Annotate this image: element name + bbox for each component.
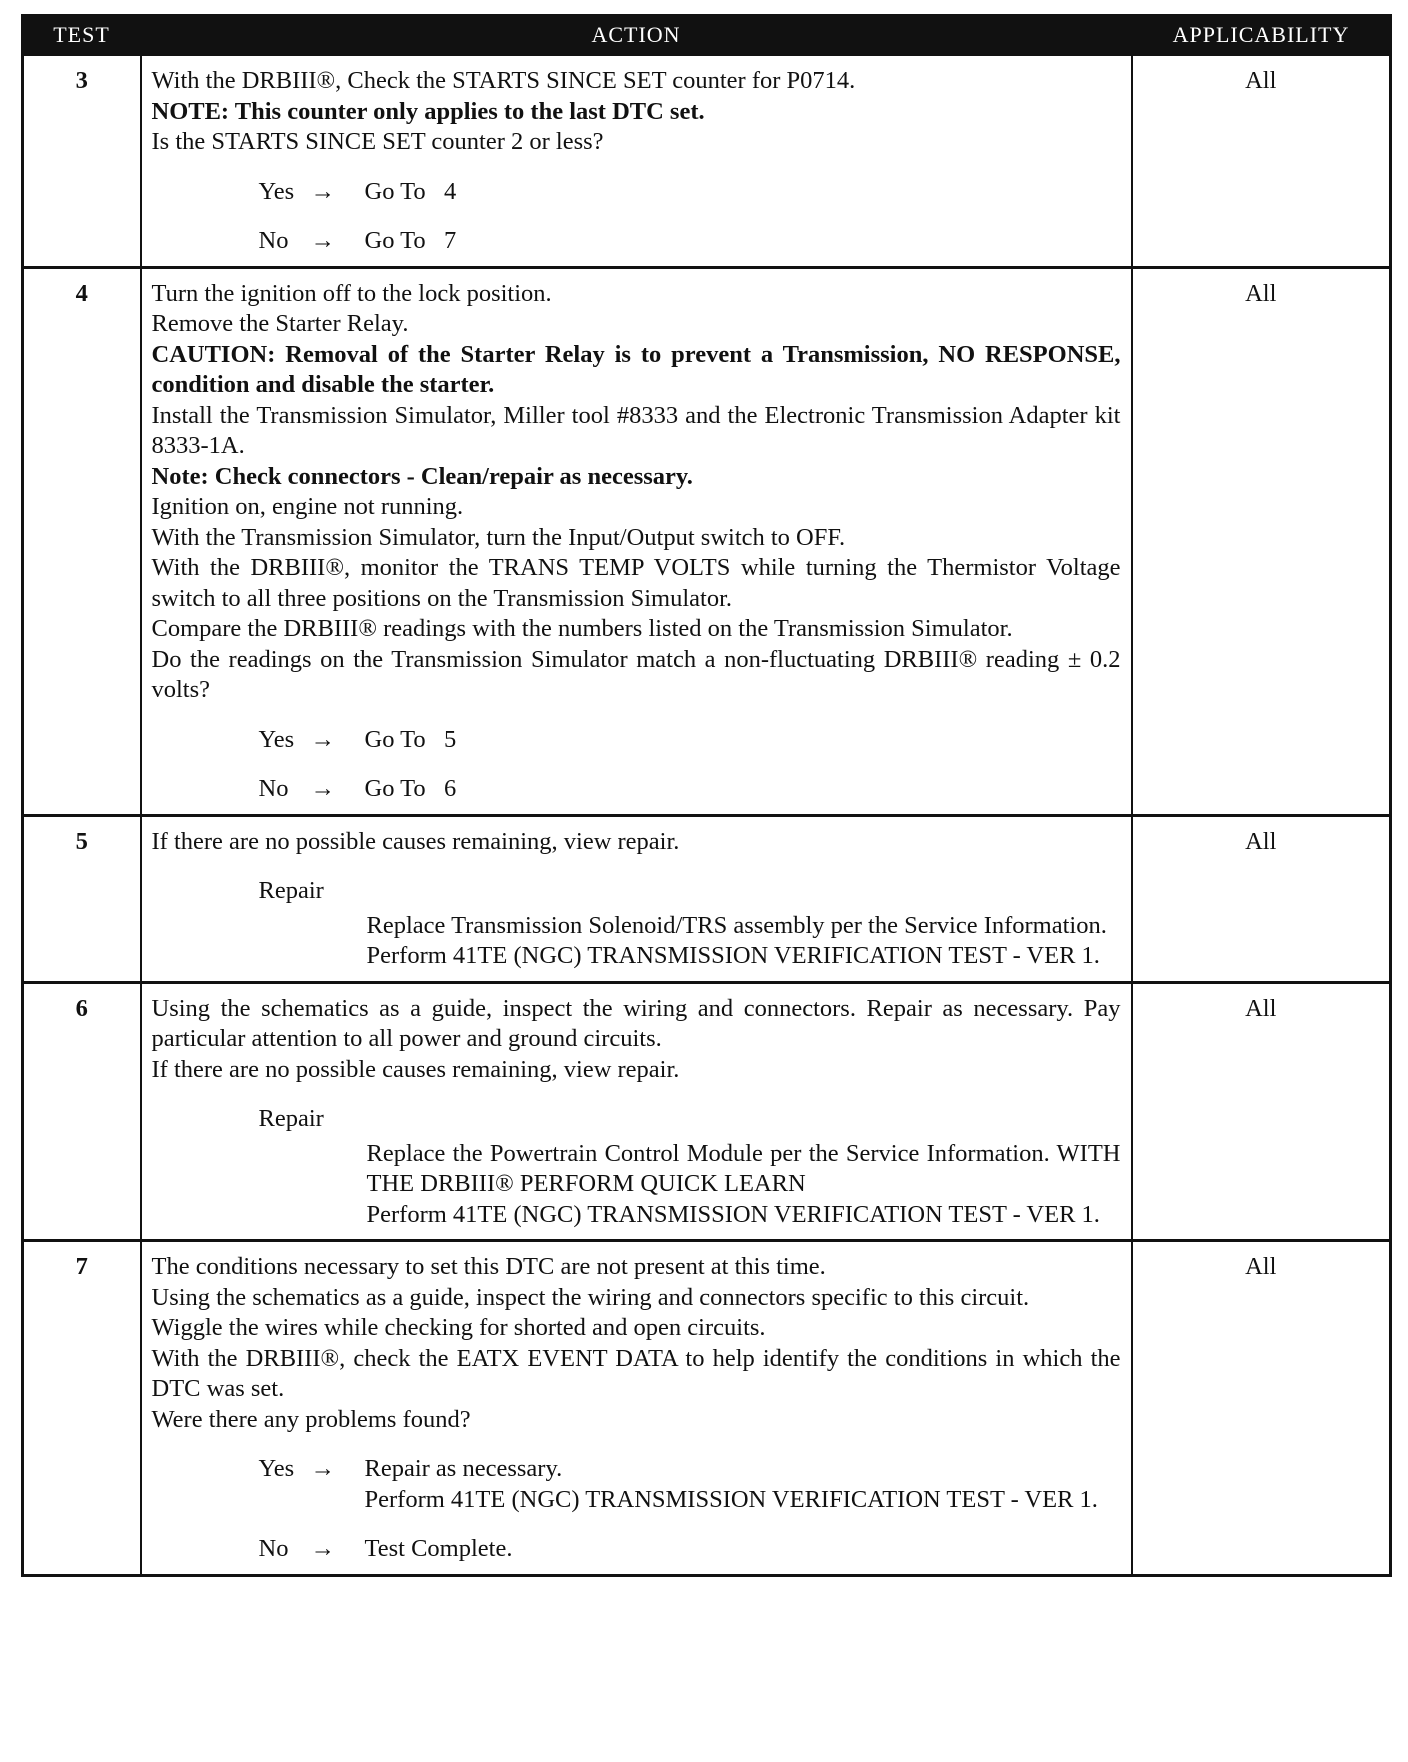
yes-branch xyxy=(152,177,1121,208)
diagnostic-test-sheet xyxy=(21,14,1389,1577)
action-cell xyxy=(141,1241,1132,1576)
action-line: With the DRBIII®, Check the STARTS SINCE SET counter for P0714. xyxy=(151,67,856,94)
action-line: Wiggle the wires while checking for shorted and open circuits. xyxy=(151,1314,766,1341)
repair-block xyxy=(152,1104,1121,1230)
action-cell xyxy=(141,815,1132,982)
action-line: With the Transmission Simulator, turn the Input/Output switch to OFF. xyxy=(151,523,846,551)
header-action: ACTION xyxy=(141,16,1132,55)
applicability-value: All xyxy=(1132,815,1391,982)
table-row xyxy=(23,1241,1391,1576)
applicability-value: All xyxy=(1132,1241,1391,1576)
action-line: Turn the ignition off to the lock position. xyxy=(151,279,552,307)
action-line: Using the schematics as a guide, inspect the wiring and connectors. Repair as necessary. Pay particular attention to all power and ground circuits. xyxy=(151,994,1121,1052)
action-line: Install the Transmission Simulator, Miller tool #8333 and the Electronic Transmission Adapter kit 8333-1A. xyxy=(151,401,1121,459)
arrow-icon: → xyxy=(310,177,335,205)
action-cell xyxy=(141,267,1132,815)
action-line: Remove the Starter Relay. xyxy=(151,310,409,337)
action-line: The conditions necessary to set this DTC are not present at this time. xyxy=(151,1253,826,1280)
repair-line: Replace Transmission Solenoid/TRS assembly per the Service Information. xyxy=(366,911,1107,939)
question-line: Were there any problems found? xyxy=(151,1405,471,1433)
yes-label: Yes xyxy=(258,1455,295,1482)
note-line: NOTE: This counter only applies to the last DTC set. xyxy=(151,97,705,125)
test-number: 5 xyxy=(23,815,141,982)
no-branch xyxy=(152,1534,1121,1565)
repair-label: Repair xyxy=(258,1105,324,1132)
action-cell xyxy=(141,55,1132,268)
action-line: If there are no possible causes remaining, view repair. xyxy=(151,1055,680,1083)
test-number: 3 xyxy=(23,55,141,268)
action-cell xyxy=(141,982,1132,1241)
arrow-icon: → xyxy=(310,227,335,254)
no-label: No xyxy=(258,775,289,802)
no-destination: Go To 6 xyxy=(364,775,457,802)
no-branch xyxy=(152,226,1121,257)
repair-instructions xyxy=(259,1139,1121,1231)
question-line: Is the STARTS SINCE SET counter 2 or less? xyxy=(151,128,604,155)
applicability-value: All xyxy=(1132,55,1391,268)
table-row xyxy=(23,982,1391,1241)
no-label: No xyxy=(258,1535,289,1562)
arrow-icon: → xyxy=(310,1455,335,1482)
arrow-icon: → xyxy=(310,775,335,802)
repair-line: Perform 41TE (NGC) TRANSMISSION VERIFICATION TEST - VER 1. xyxy=(366,1200,1100,1228)
table-row xyxy=(23,267,1391,815)
no-destination: Test Complete. xyxy=(364,1535,513,1562)
header-applicability: APPLICABILITY xyxy=(1132,16,1391,55)
arrow-icon: → xyxy=(310,1535,335,1562)
table-row xyxy=(23,55,1391,268)
repair-label: Repair xyxy=(258,877,324,904)
question-line: Do the readings on the Transmission Simulator match a non-fluctuating DRBIII® reading ± 0.2 volts? xyxy=(151,645,1121,703)
yes-branch xyxy=(152,725,1121,756)
arrow-icon: → xyxy=(310,725,335,753)
test-number: 7 xyxy=(23,1241,141,1576)
repair-instructions xyxy=(259,911,1121,972)
yes-label: Yes xyxy=(258,725,295,753)
action-line: Using the schematics as a guide, inspect the wiring and connectors specific to this circuit. xyxy=(151,1283,1030,1311)
table-header-row xyxy=(23,16,1391,55)
header-test: TEST xyxy=(23,16,141,55)
action-line: If there are no possible causes remaining, view repair. xyxy=(151,827,680,855)
yes-destination xyxy=(365,1454,1121,1515)
action-line: With the DRBIII®, monitor the TRANS TEMP VOLTS while turning the Thermistor Voltage switch to all three positions on the Transmission Simulator. xyxy=(151,554,1121,612)
applicability-value: All xyxy=(1132,982,1391,1241)
table-row xyxy=(23,815,1391,982)
yes-branch xyxy=(152,1454,1121,1515)
yes-line: Repair as necessary. xyxy=(364,1455,563,1482)
yes-destination: Go To 4 xyxy=(364,177,457,205)
test-number: 4 xyxy=(23,267,141,815)
repair-line: Replace the Powertrain Control Module per the Service Information. WITH THE DRBIII® PERFORM QUICK LEARN xyxy=(366,1139,1121,1197)
no-branch xyxy=(152,774,1121,805)
yes-label: Yes xyxy=(258,177,295,205)
test-number: 6 xyxy=(23,982,141,1241)
yes-destination: Go To 5 xyxy=(364,725,457,753)
action-line: With the DRBIII®, check the EATX EVENT DATA to help identify the conditions in which the DTC was set. xyxy=(151,1344,1121,1402)
note-line: Note: Check connectors - Clean/repair as necessary. xyxy=(151,462,693,490)
action-line: Compare the DRBIII® readings with the numbers listed on the Transmission Simulator. xyxy=(151,615,1013,642)
no-label: No xyxy=(258,227,289,254)
repair-block xyxy=(152,876,1121,972)
yes-line: Perform 41TE (NGC) TRANSMISSION VERIFICATION TEST - VER 1. xyxy=(364,1485,1098,1513)
caution-line: CAUTION: Removal of the Starter Relay is to prevent a Transmission, NO RESPONSE, condition and disable the starter. xyxy=(151,340,1121,398)
diagnostic-table xyxy=(21,14,1392,1577)
applicability-value: All xyxy=(1132,267,1391,815)
no-destination: Go To 7 xyxy=(364,227,457,254)
repair-line: Perform 41TE (NGC) TRANSMISSION VERIFICATION TEST - VER 1. xyxy=(366,942,1100,969)
action-line: Ignition on, engine not running. xyxy=(151,493,464,520)
